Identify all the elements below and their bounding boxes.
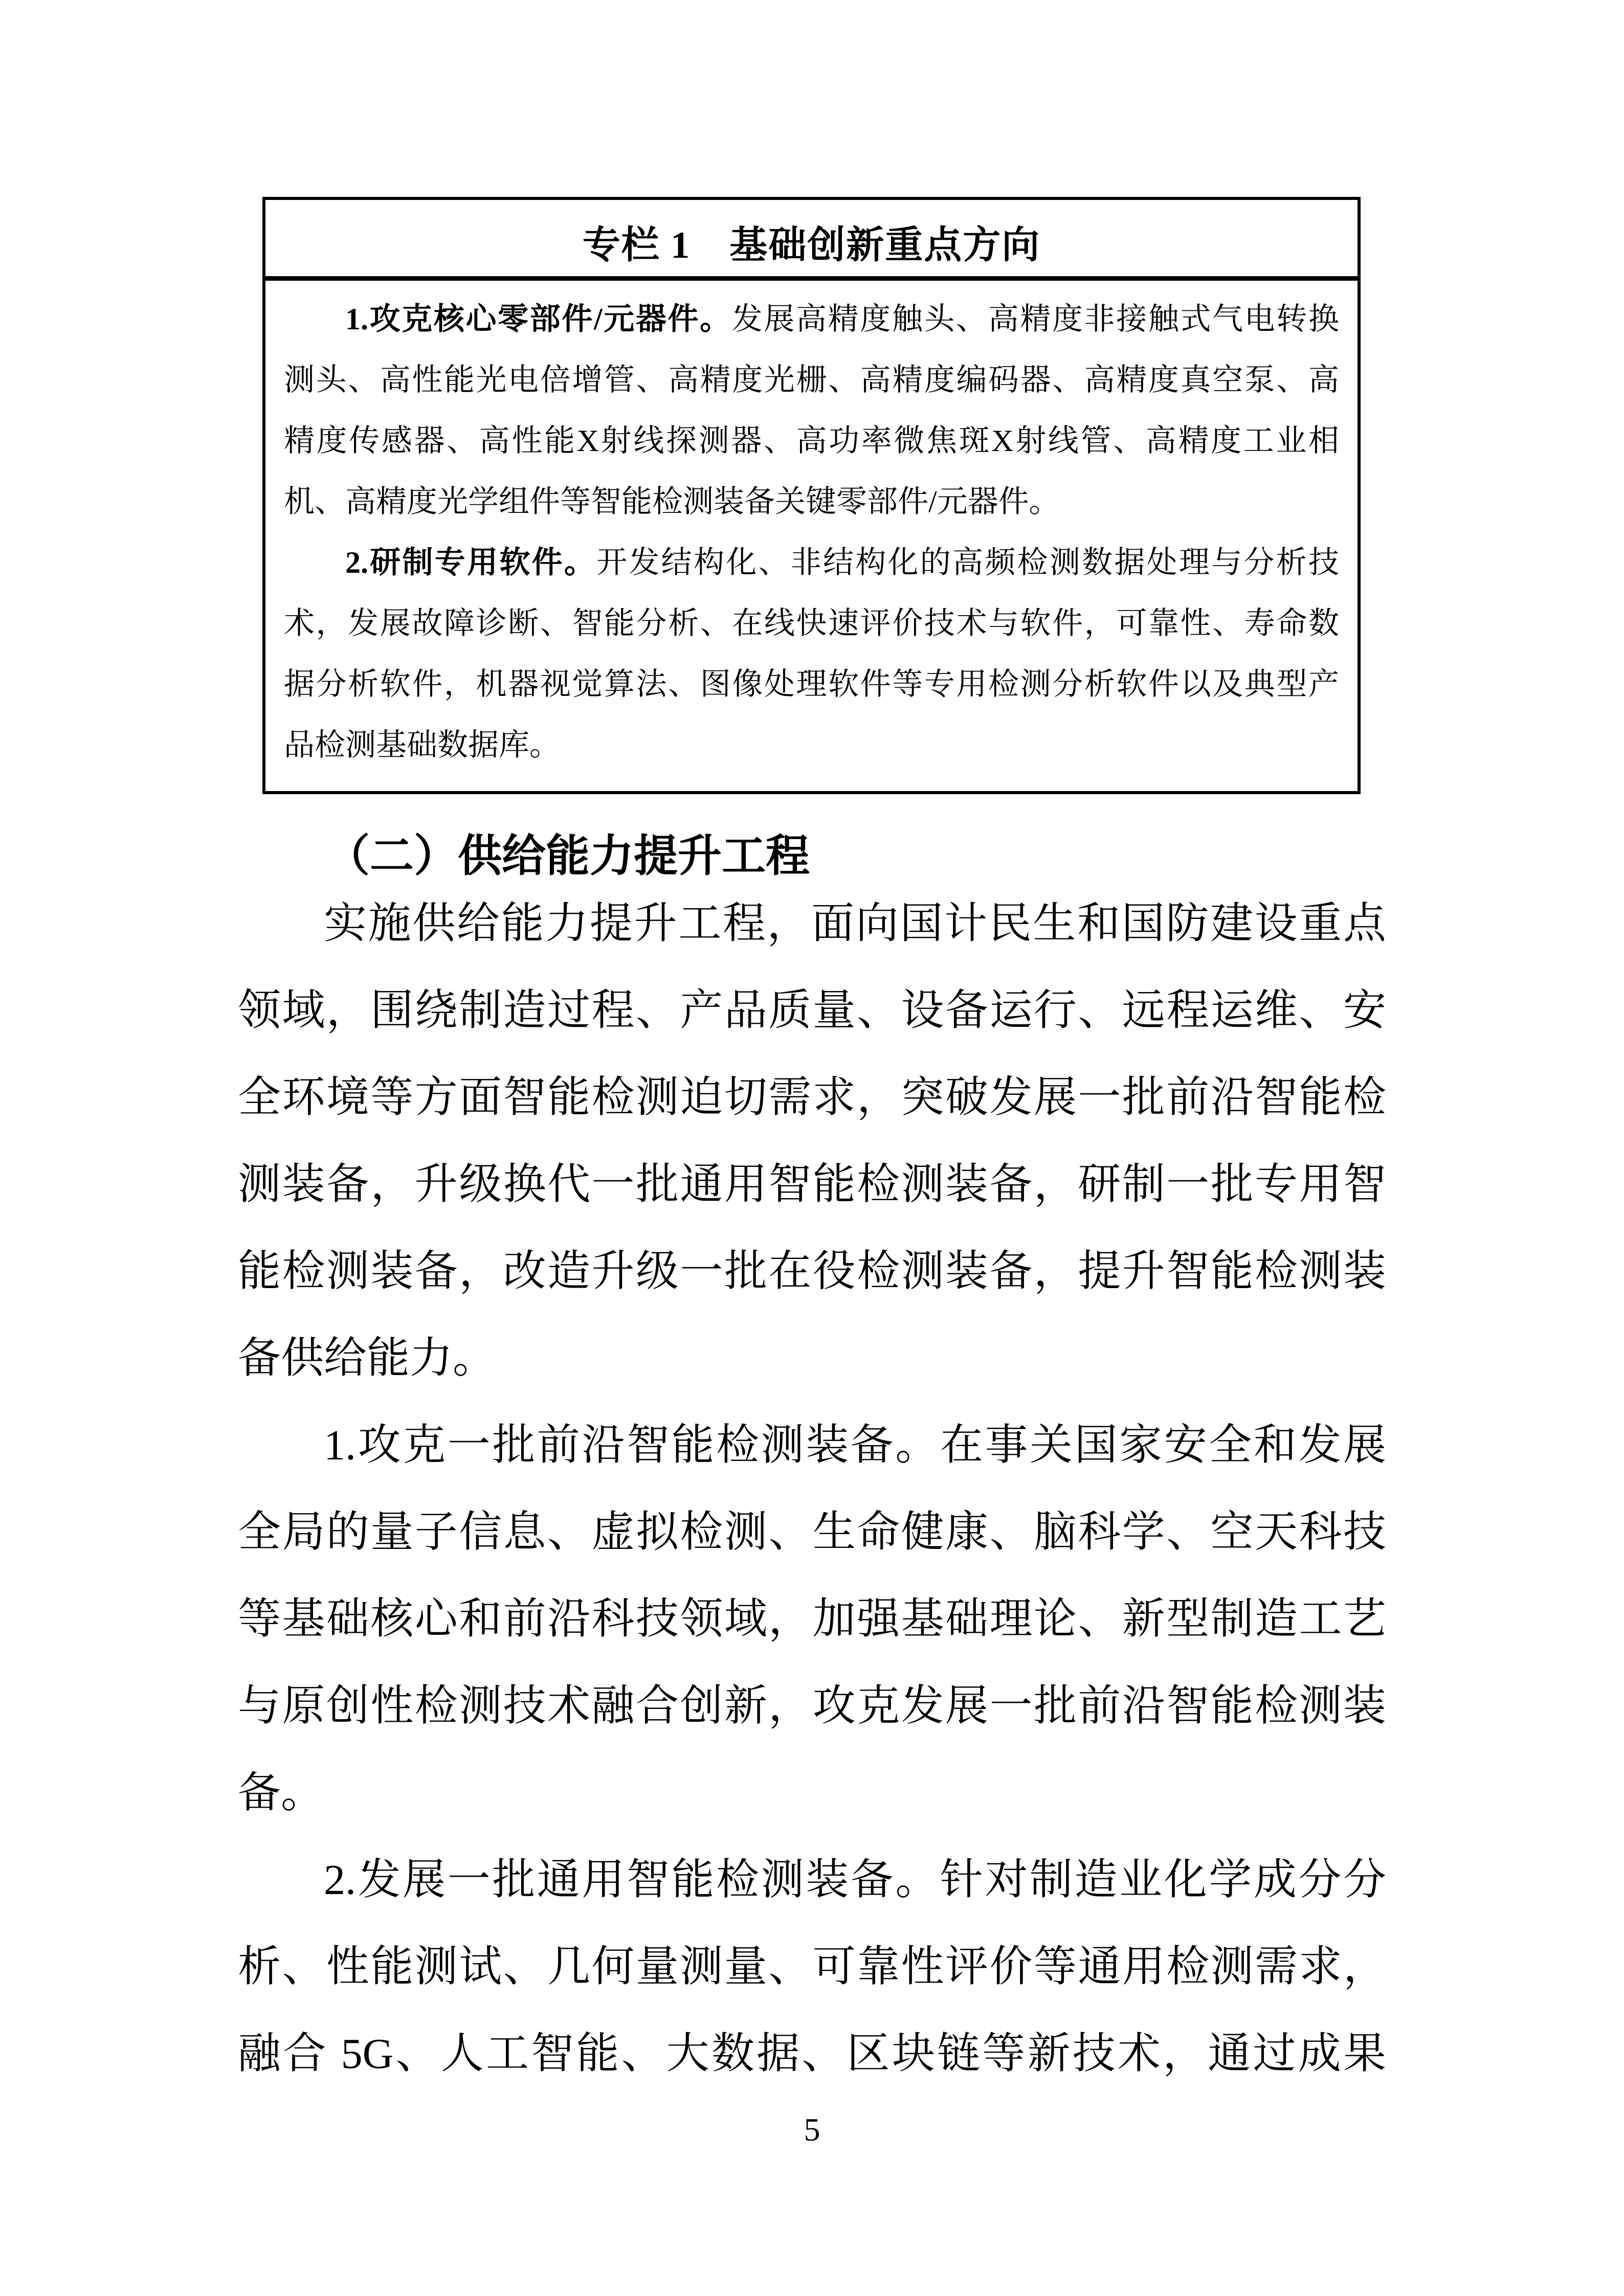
body-line: 1.攻克一批前沿智能检测装备。在事关国家安全和发展 bbox=[324, 1422, 1386, 1469]
panel-line-text: 发展高精度触头、高精度非接触式气电转换 bbox=[731, 302, 1340, 336]
body-line: 析、性能测试、几何量测量、可靠性评价等通用检测需求， bbox=[238, 1943, 1386, 1991]
panel-line-text: 据分析软件，机器视觉算法、图像处理软件等专用检测分析软件以及典型产 bbox=[284, 667, 1339, 701]
panel-title: 专栏 1 基础创新重点方向 bbox=[265, 200, 1358, 281]
section-heading: （二）供给能力提升工程 bbox=[326, 831, 810, 881]
body-line: 备。 bbox=[238, 1769, 324, 1817]
panel-line bbox=[284, 593, 1339, 654]
paragraph bbox=[238, 1402, 1386, 1837]
panel-line-text: 测头、高性能光电倍增管、高精度光栅、高精度编码器、高精度真空泵、高 bbox=[284, 363, 1339, 397]
body-line: 实施供给能力提升工程，面向国计民生和国防建设重点 bbox=[324, 900, 1386, 948]
panel-line bbox=[284, 411, 1339, 471]
paragraph bbox=[238, 881, 1386, 1402]
page-number: 5 bbox=[804, 2111, 820, 2148]
panel-line-text: 品检测基础数据库。 bbox=[284, 728, 560, 762]
panel-line bbox=[284, 654, 1339, 715]
body-line: 备供给能力。 bbox=[238, 1335, 496, 1382]
panel-item-lead: 1.攻克核心零部件/元器件。 bbox=[345, 302, 732, 336]
panel-item-lead: 2.研制专用软件。 bbox=[345, 546, 597, 579]
panel-line-text: 机、高精度光学组件等智能检测装备关键零部件/元器件。 bbox=[284, 485, 1060, 519]
body-line: 测装备，升级换代一批通用智能检测装备，研制一批专用智 bbox=[238, 1161, 1386, 1208]
body-line: 2.发展一批通用智能检测装备。针对制造业化学成分分 bbox=[324, 1856, 1386, 1904]
panel-body bbox=[265, 281, 1358, 791]
panel-line bbox=[284, 715, 1339, 776]
panel-line bbox=[284, 289, 1339, 350]
panel-line bbox=[284, 471, 1339, 532]
body-line: 与原创性检测技术融合创新，攻克发展一批前沿智能检测装 bbox=[238, 1682, 1386, 1730]
panel-line bbox=[284, 532, 1339, 593]
panel-line-text: 精度传感器、高性能X射线探测器、高功率微焦斑X射线管、高精度工业相 bbox=[284, 424, 1339, 458]
body-line: 领域，围绕制造过程、产品质量、设备运行、远程运维、安 bbox=[238, 987, 1386, 1034]
column-panel bbox=[262, 197, 1361, 794]
panel-line-text: 开发结构化、非结构化的高频检测数据处理与分析技 bbox=[596, 546, 1340, 579]
panel-line-text: 术，发展故障诊断、智能分析、在线快速评价技术与软件，可靠性、寿命数 bbox=[284, 606, 1339, 640]
body-line: 等基础核心和前沿科技领域，加强基础理论、新型制造工艺 bbox=[238, 1595, 1386, 1643]
body-line: 全环境等方面智能检测迫切需求，突破发展一批前沿智能检 bbox=[238, 1074, 1386, 1121]
body-line: 融合 5G、人工智能、大数据、区块链等新技术，通过成果 bbox=[238, 2030, 1386, 2078]
body-line: 全局的量子信息、虚拟检测、生命健康、脑科学、空天科技 bbox=[238, 1509, 1386, 1556]
body-line: 能检测装备，改造升级一批在役检测装备，提升智能检测装 bbox=[238, 1248, 1386, 1295]
paragraph bbox=[238, 1837, 1386, 2098]
panel-line bbox=[284, 350, 1339, 411]
